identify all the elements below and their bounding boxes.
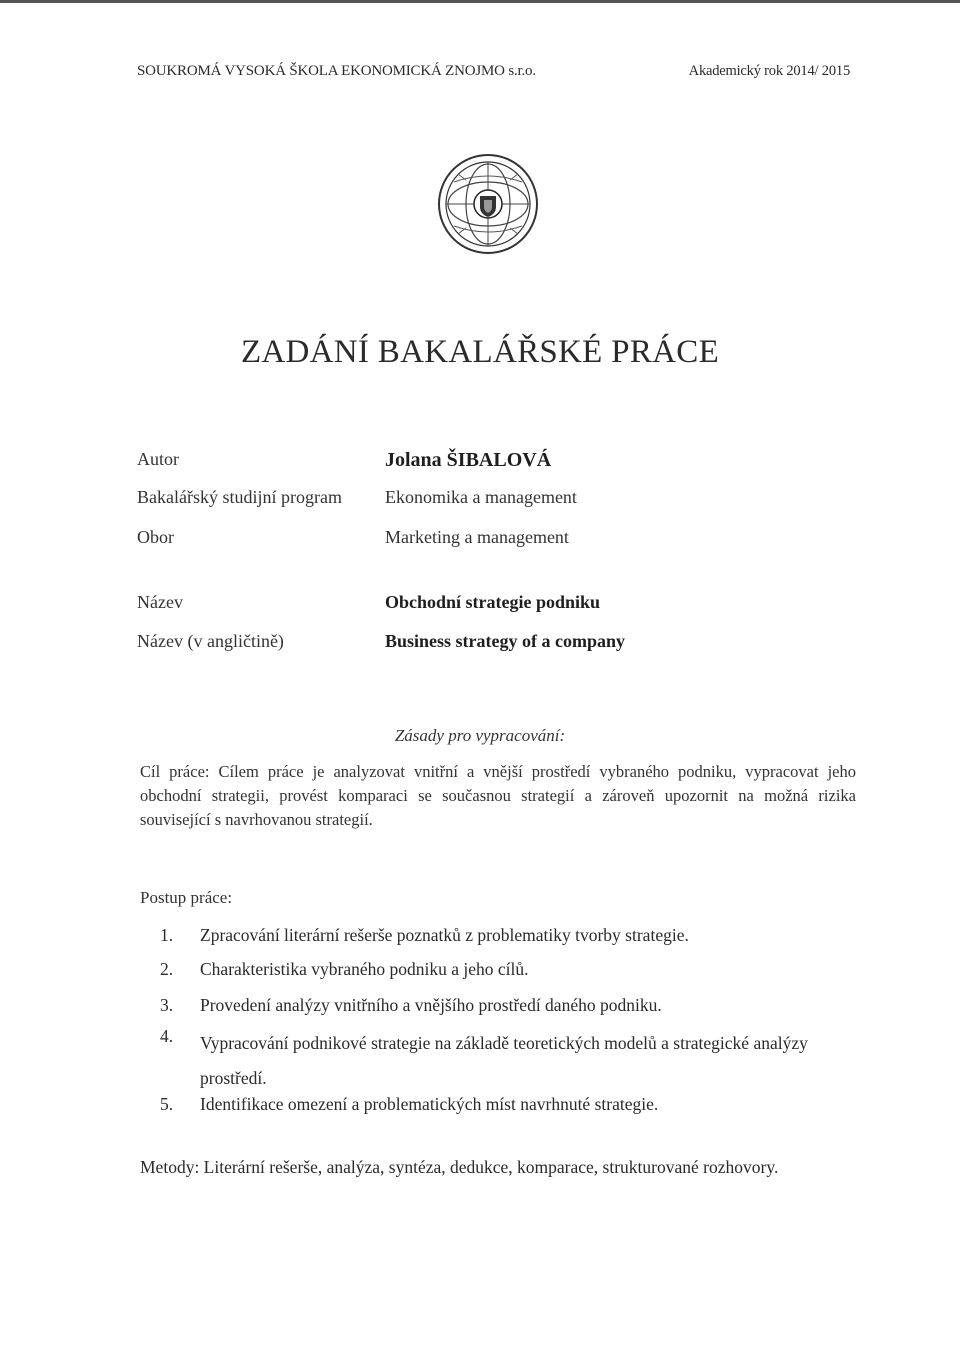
school-name: SOUKROMÁ VYSOKÁ ŠKOLA EKONOMICKÁ ZNOJMO s.r.o. [137, 63, 536, 79]
program-value: Ekonomika a management [385, 487, 577, 507]
step-text: Charakteristika vybraného podniku a jeho cílů. [200, 959, 529, 979]
top-border-line [0, 0, 960, 3]
step-text: Zpracování literární rešerše poznatků z problematiky tvorby strategie. [200, 925, 689, 945]
seal-icon [436, 152, 540, 256]
step-number: 1. [160, 925, 174, 945]
author-label: Autor [137, 449, 179, 469]
list-item [160, 1094, 860, 1124]
list-item [160, 1026, 860, 1094]
procedure-label: Postup práce: [140, 888, 233, 907]
step-number: 4. [160, 1026, 174, 1046]
list-item [160, 959, 860, 995]
name-label: Název [137, 592, 183, 612]
author-value: Jolana ŠIBALOVÁ [385, 449, 552, 471]
field-value: Marketing a management [385, 527, 569, 547]
step-number: 3. [160, 995, 174, 1015]
name-en-label: Název (v angličtině) [137, 631, 284, 651]
document-title: ZADÁNÍ BAKALÁŘSKÉ PRÁCE [240, 334, 720, 370]
step-text: Vypracování podnikové strategie na základě teoretických modelů a strategické analýzy prostředí. [200, 1033, 808, 1088]
name-value: Obchodní strategie podniku [385, 592, 601, 612]
step-number: 2. [160, 959, 174, 979]
step-text: Provedení analýzy vnitřního a vnějšího prostředí daného podniku. [200, 995, 662, 1015]
program-label: Bakalářský studijní program [137, 487, 342, 507]
field-label: Obor [137, 527, 174, 547]
step-text: Identifikace omezení a problematických míst navrhnuté strategie. [200, 1094, 659, 1114]
page-header [0, 63, 960, 83]
rules-heading: Zásady pro vypracování: [394, 726, 566, 745]
school-seal-logo [436, 152, 540, 256]
name-en-value: Business strategy of a company [385, 631, 626, 651]
academic-year: Akademický rok 2014/ 2015 [688, 63, 850, 79]
methods-paragraph: Metody: Literární rešerše, analýza, syntéza, dedukce, komparace, strukturované rozhovory. [140, 1157, 779, 1177]
procedure-steps [160, 925, 860, 1124]
step-number: 5. [160, 1094, 174, 1114]
goal-paragraph: Cíl práce: Cílem práce je analyzovat vnitřní a vnější prostředí vybraného podniku, vypracovat jeho obchodní strategii, provést komparaci se současnou strategií a zároveň upozornit na možná rizika související s navrhovanou strategií. [140, 762, 856, 829]
list-item [160, 925, 860, 959]
